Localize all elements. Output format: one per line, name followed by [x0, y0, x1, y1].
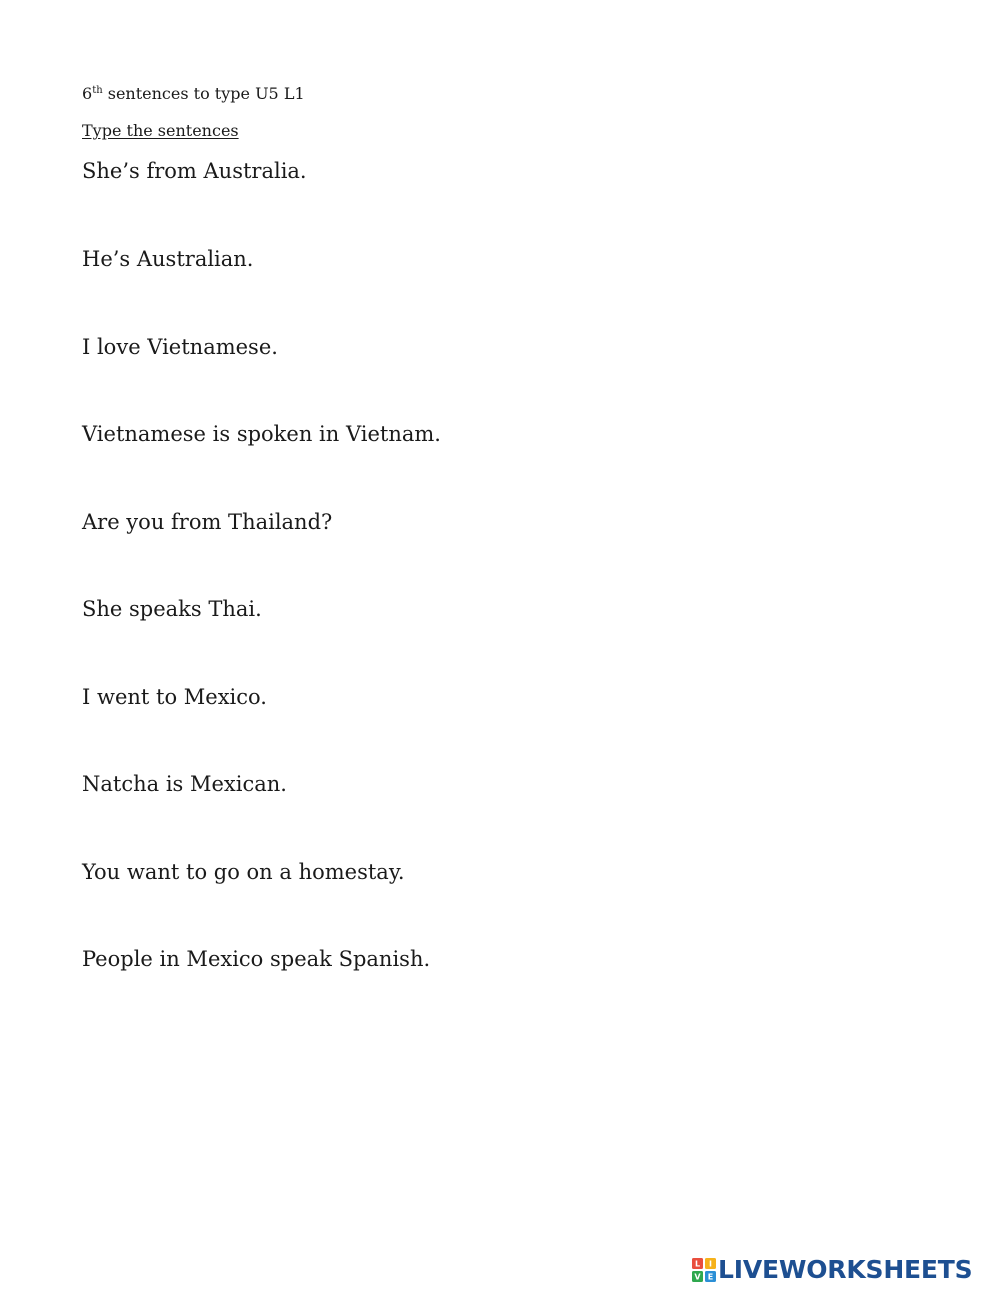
- worksheet-title: [82, 84, 305, 104]
- sentence-1: She’s from Australia.: [82, 159, 307, 183]
- sentence-3: I love Vietnamese.: [82, 335, 278, 359]
- title-grade-number: 6: [82, 84, 93, 103]
- title-grade-suffix: th: [92, 85, 103, 96]
- sentence-4: Vietnamese is spoken in Vietnam.: [82, 422, 441, 446]
- liveworksheets-logo-icon: [692, 1258, 716, 1282]
- sentence-5: Are you from Thailand?: [82, 510, 333, 534]
- sentence-10: People in Mexico speak Spanish.: [82, 947, 431, 971]
- svg-text:E: E: [707, 1272, 714, 1282]
- svg-text:L: L: [694, 1259, 701, 1269]
- liveworksheets-brand: [692, 1256, 972, 1284]
- sentence-2: He’s Australian.: [82, 247, 254, 271]
- title-text: sentences to type U5 L1: [102, 84, 305, 103]
- instruction-text: Type the sentences: [82, 121, 239, 140]
- sentence-7: I went to Mexico.: [82, 685, 267, 709]
- brand-name: LIVEWORKSHEETS: [718, 1255, 973, 1284]
- sentence-6: She speaks Thai.: [82, 597, 262, 621]
- sentence-8: Natcha is Mexican.: [82, 772, 287, 796]
- svg-text:I: I: [709, 1259, 712, 1269]
- sentence-9: You want to go on a homestay.: [82, 860, 405, 884]
- svg-text:V: V: [694, 1272, 701, 1282]
